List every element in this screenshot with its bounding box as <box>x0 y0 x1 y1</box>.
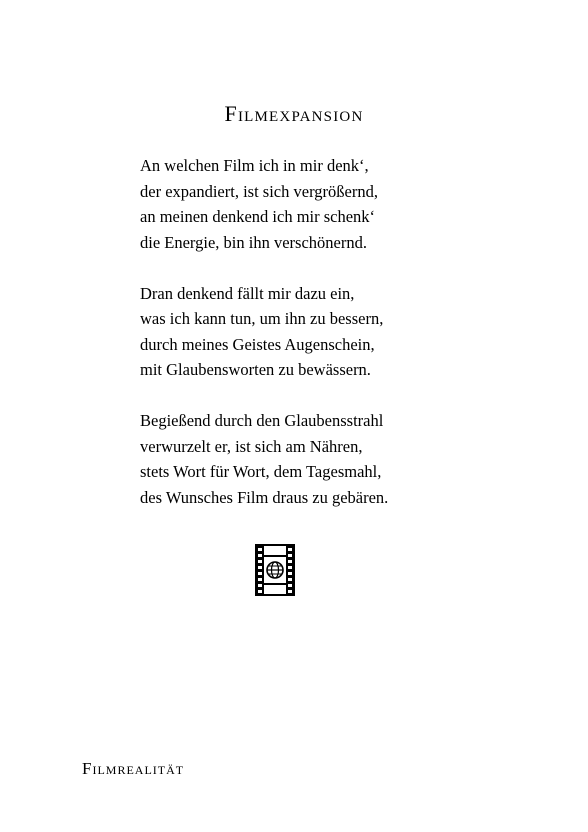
poem-line: was ich kann tun, um ihn zu bessern, <box>140 309 384 328</box>
poem-line: Begießend durch den Glaubensstrahl <box>140 411 384 430</box>
poem-title: Filmexpansion <box>224 101 364 126</box>
poem-line: die Energie, bin ihn verschönernd. <box>140 232 367 252</box>
poem-line: Dran denkend fällt mir dazu ein, <box>140 283 355 303</box>
poem-line: durch meines Geistes Augenschein, <box>140 334 375 354</box>
stanza <box>140 408 460 510</box>
poem-line: der expandiert, ist sich vergrößernd, <box>140 181 378 201</box>
film-strip-globe-icon <box>255 544 295 596</box>
poem-line: An welchen Film ich in mir denk‘, <box>140 156 369 175</box>
poem-line: des Wunsches Film draus zu gebären. <box>140 487 389 507</box>
poem-body <box>140 153 460 536</box>
poem-line: mit Glaubensworten zu bewässern. <box>140 360 371 379</box>
poem-line: verwurzelt er, ist sich am Nähren, <box>140 436 363 456</box>
footer-book-title: Filmrealität <box>82 759 185 778</box>
poem-line: an meinen denkend ich mir schenk‘ <box>140 207 376 226</box>
stanza <box>140 281 460 383</box>
stanza <box>140 153 460 255</box>
poem-line: stets Wort für Wort, dem Tagesmahl, <box>140 462 382 481</box>
